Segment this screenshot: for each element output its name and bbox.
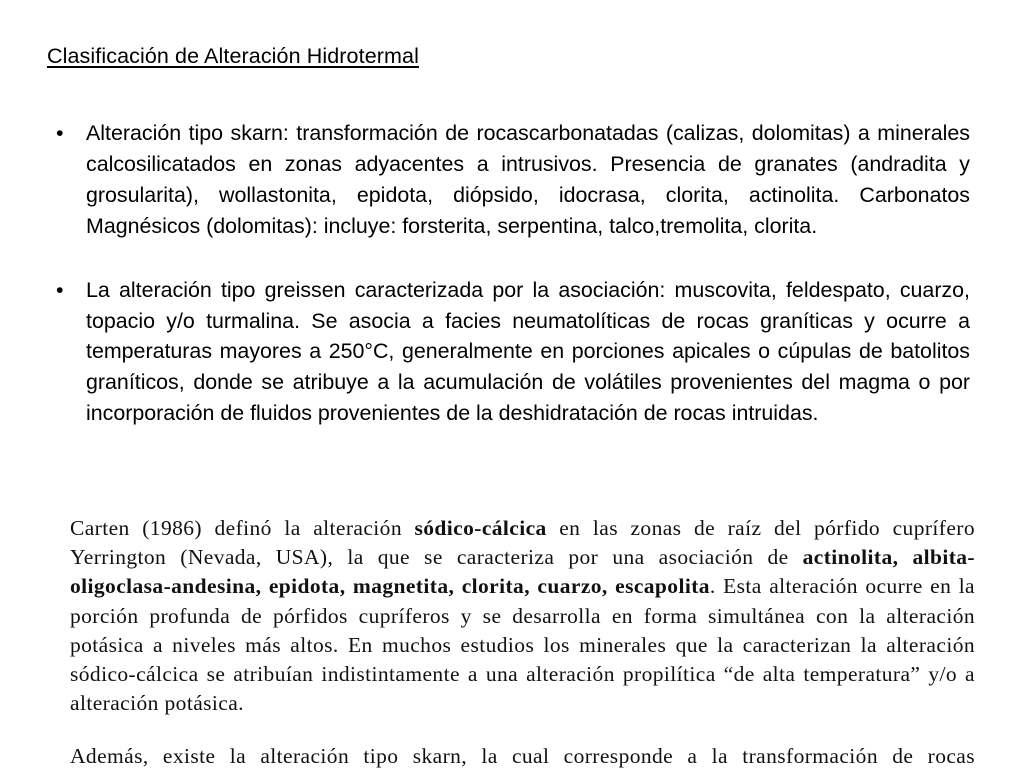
excerpt-cut-off-line: Además, existe la alteración tipo skarn, la cual corresponde a la transformación de rocas: [70, 744, 975, 768]
bullet-skarn: [47, 118, 970, 242]
bullet-greissen-text: La alteración tipo greissen caracterizada por la asociación: muscovita, feldespato, cuarzo, topacio y/o turmalina. Se asocia a facies neumatolíticas de rocas graníticas y ocurre a temperaturas mayores a 250°C, generalmente en porciones apicales o cúpulas de batolitos graníticos, donde se atribuye a la acumulación de volátiles provenientes del magma o por incorporación de fluidos provenientes de la deshidratación de rocas intruidas.: [86, 277, 970, 426]
excerpt-text: . Esta alteración ocurre en la porción profunda de pórfidos cupríferos y se desarrolla en forma simultánea con la alteración potásica a niveles más altos. En muchos estudios los minerales que la caracterizan la alteración sódico-cálcica se atribuían indistintamente a una alteración propilítica “de alta temperatura” y/o a alteración potásica.: [70, 574, 976, 716]
excerpt-bold-minerals: actinolita, albita-oligoclasa-andesina, epidota, magnetita, clorita, cuarzo, escapolita: [70, 545, 975, 599]
bullet-skarn-text: Alteración tipo skarn: transformación de rocascarbonatadas (calizas, dolomitas) a minerales calcosilicatados en zonas adyacentes a intrusivos. Presencia de granates (andradita y grosularita), wollastonita, epidota, diópsido, idocrasa, clorita, actinolita. Carbonatos Magnésicos (dolomitas): incluye: forsterita, serpentina, talco,tremolita, clorita.: [86, 121, 970, 238]
bullet-marker: •: [56, 277, 64, 302]
bullet-list: [47, 118, 970, 462]
bullet-greissen: [47, 275, 970, 430]
slide-title: Clasificación de Alteración Hidrotermal: [47, 44, 419, 68]
scanned-excerpt-paragraph: [70, 514, 975, 718]
bullet-marker: •: [56, 121, 64, 145]
excerpt-text: Carten (1986) definó la alteración: [70, 516, 415, 540]
excerpt-text: en las zonas de raíz del pórfido cuprífero Yerrington (Nevada, USA), la que se caracteriza por una asociación de: [70, 516, 975, 570]
excerpt-bold-term: sódico-cálcica: [414, 516, 547, 540]
